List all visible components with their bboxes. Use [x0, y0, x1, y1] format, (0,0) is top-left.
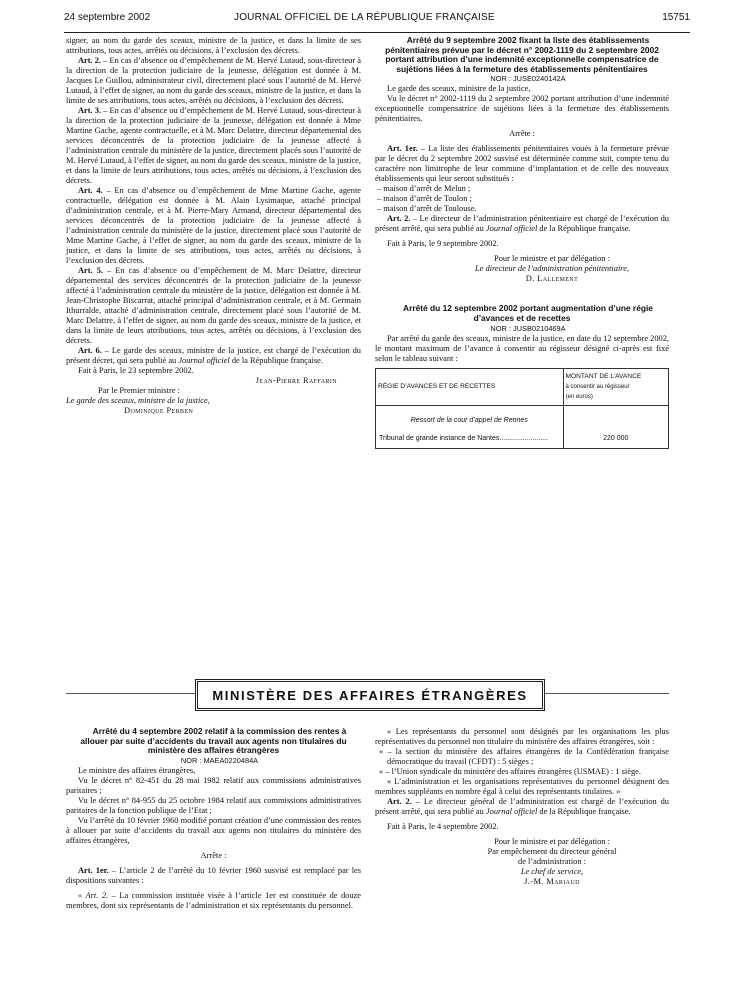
table-cell — [563, 405, 668, 430]
nor-1: NOR : JUSE0240142A — [490, 74, 566, 84]
header-line: (en euros) — [565, 393, 593, 400]
paragraph: « L’administration et les organisations représentatives du personnel désignent des membres suppléants en nombre égal à celui des représentants titulaires. » — [375, 777, 669, 796]
garde-name: Dominique Perben — [124, 406, 194, 415]
page-header — [64, 8, 690, 33]
decree-intro: signer, au nom du garde des sceaux, ministre de la justice, et dans la limite de ses attributions, tous actes, arrêtés ou décisions, à l’exclusion des décrets. — [66, 36, 361, 55]
article-1: Art. 1er. – La liste des établissements pénitentiaires voués à la fermeture prévue par le décret du 2 septembre 2002 susvisé est déterminée comme suit, compte tenu du caractère non limitrophe de leur commune d’implantation et de celle des nouveaux établissements qui leur seront substitués : — [375, 144, 669, 184]
paragraph: Le ministre des affaires étrangères, — [78, 765, 196, 775]
ministry-banner — [195, 679, 545, 711]
garde-title: Le garde des sceaux, ministre de la justice, — [66, 396, 210, 405]
chef-title: Le chef de service, — [520, 867, 584, 876]
director-title: Le directeur de l’administration pénitentiaire, — [474, 264, 630, 274]
paragraph: Vu le décret n° 84-955 du 25 octobre 1984 relatif aux commissions administratives paritaires de la fonction publique de l’Etat ; — [66, 795, 361, 815]
paragraph: Le garde des sceaux, ministre de la justice, — [387, 84, 531, 94]
par-premier-ministre: Par le Premier ministre : — [98, 386, 180, 395]
article-2: Art. 2. – Le directeur de l’administration pénitentiaire est chargé de l’exécution du présent arrêté, qui sera publié au Journal officiel de la République française. — [375, 214, 669, 234]
column-right-top — [375, 36, 669, 449]
signatory-name: Jean-Pierre Raffarin — [255, 376, 337, 385]
delegation: Par empêchement du directeur général — [487, 847, 617, 856]
nor-2: NOR : JUSB0210469A — [490, 323, 566, 333]
list-item: – maison d’arrêt de Toulouse. — [377, 204, 477, 214]
column-left-top — [66, 36, 361, 416]
fait-date: Fait à Paris, le 23 septembre 2002. — [78, 366, 194, 375]
fait-date: Fait à Paris, le 4 septembre 2002. — [387, 822, 499, 831]
header-title: JOURNAL OFFICIEL DE LA RÉPUBLIQUE FRANÇAISE — [234, 12, 495, 23]
arrete-title-3: Arrêté du 4 septembre 2002 relatif à la commission des rentes à allouer par suite d’accidents du travail aux agents non titulaires du ministère des affaires étrangères — [80, 726, 347, 756]
paragraph: Vu l’arrêté du 10 février 1960 modifié portant création d’une commission des rentes à allouer par suite d’accidents du travail aux agents non titulaires du ministère des affaires étrangères, — [66, 815, 361, 845]
table-cell-amount: 220 000 — [563, 430, 668, 449]
article-2: Art. 2. – En cas d’absence ou d’empêchement de M. Hervé Lutaud, sous-directeur à la direction de la protection judiciaire de la jeunesse, délégation est donnée à M. Jacques Le Guillou, administrateur civil, directement placé sous l’autorité de M. Hervé Lutaud, à l’effet de signer, au nom du garde des sceaux, ministre de la justice, et dans la limite de ses attributions, tous actes, arrêtés ou décisions, à l’exclusion des décrets. — [66, 56, 361, 105]
delegation: de l’administration : — [518, 857, 586, 866]
nor-3: NOR : MAEA0220484A — [180, 755, 259, 765]
column-right-bottom — [375, 727, 669, 887]
arrete-title-2: Arrêté du 12 septembre 2002 portant augmentation d’une régie d’avances et de recettes — [403, 303, 653, 323]
list-item: « – l’Union syndicale du ministère des affaires étrangères (USMAE) : 1 siège. — [379, 767, 641, 776]
paragraph: « Les représentants du personnel sont désignés par les organisations les plus représentatives du personnel non titulaire du ministère des affaires étrangères, soit : — [375, 727, 669, 746]
arrete-label: Arrête : — [200, 850, 227, 860]
article-3: Art. 3. – En cas d’absence ou d’empêchement de M. Hervé Lutaud, sous-directeur à la direction de la protection judiciaire de la jeunesse, délégation est donnée à Mme Martine Gache, agente contractuelle, et à M. Marc Delattre, directeur départemental des services déconcentrés de la protection judiciaire de la jeunesse affecté à l’administration centrale du ministère de la justice, directement placés sous l’autorité de M. Hervé Lutaud, à l’effet de signer, au nom du garde des sceaux, ministre de la justice, et dans la limite de leurs attributions, tous actes, arrêtés ou décisions, à l’exclusion des décrets. — [66, 106, 361, 185]
article-2: Art. 2. – Le directeur général de l’administration est chargé de l’exécution du présent arrêté, qui sera publié au Journal officiel de la République française. — [375, 797, 669, 816]
header-line: MONTANT DE L’AVANCE — [565, 372, 642, 380]
list-item: – maison d’arrêt de Toulon ; — [377, 194, 472, 204]
article-5: Art. 5. – En cas d’absence ou d’empêchement de M. Marc Delattre, directeur départemental des services déconcentrés de la protection judiciaire de la jeunesse affecté à l’administration centrale du ministère de la justice, délégation est donnée à M. Jean-Christophe Biscarrat, attaché principal d’administration centrale, et à M. Germain Ithurralde, attaché d’administration centrale, directement placé sous l’autorité de M. Marc Delattre, à l’effet de signer, au nom du garde des sceaux, ministre de la justice, et dans la limite de leurs attributions, tous actes, arrêtés ou décisions, à l’exclusion des décrets. — [66, 266, 361, 345]
list-item: – maison d’arrêt de Melun ; — [377, 184, 471, 194]
header-date: 24 septembre 2002 — [64, 12, 151, 23]
article-2-quote: « Art. 2. – La commission instituée visée à l’article 1er est constituée de douze membres, dont six représentants de l’administration et six représentants du personnel. — [66, 890, 361, 910]
list-item: « – la section du ministère des affaires étrangères de la Confédération française démocratique du travail (CFDT) : 5 sièges ; — [379, 747, 669, 766]
arrete-label: Arrête : — [509, 129, 535, 139]
paragraph: Par arrêté du garde des sceaux, ministre de la justice, en date du 12 septembre 2002, le montant maximum de l’avance à consentir au régisseur désigné ci-après est fixé selon le tableau suivant : — [375, 333, 669, 363]
delegation: Pour le ministre et par délégation : — [494, 837, 610, 846]
table-header-regie: RÉGIE D’AVANCES ET DE RECETTES — [376, 368, 564, 405]
delegation: Pour le ministre et par délégation : — [494, 254, 610, 264]
header-line: à consentir au régisseur — [565, 383, 630, 390]
ministry-title: MINISTÈRE DES AFFAIRES ÉTRANGÈRES — [212, 687, 528, 703]
arrete-title-1: Arrêté du 9 septembre 2002 fixant la liste des établissements pénitentiaires prévue par le décret n° 2002-1119 du 2 septembre 2002 portant attribution d’une indemnité exceptionnelle compensatrice de sujétions liées à la fermeture des établissements pénitentiaires — [385, 35, 659, 74]
regie-table — [375, 368, 669, 449]
director-name: D. Lallement — [525, 274, 579, 284]
article-6: Art. 6. – Le garde des sceaux, ministre de la justice, est chargé de l’exécution du présent décret, qui sera publié au Journal officiel de la République française. — [66, 346, 361, 365]
article-1: Art. 1er. – L’article 2 de l’arrêté du 10 février 1960 susvisé est remplacé par les dispositions suivantes : — [66, 865, 362, 885]
table-cell: Ressort de la cour d’appel de Rennes — [376, 405, 564, 430]
chef-name: J.-M. Mariaud — [524, 877, 580, 886]
table-cell: Tribunal de grande instance de Nantes......................... — [376, 430, 564, 449]
column-left-bottom — [66, 727, 361, 911]
fait-date: Fait à Paris, le 9 septembre 2002. — [387, 239, 499, 249]
paragraph: Vu le décret n° 2002-1119 du 2 septembre 2002 portant attribution d’une indemnité exceptionnelle compensatrice de sujétions liées à la fermeture des établissements pénitentiaires, — [375, 94, 669, 124]
header-page-number: 15751 — [662, 12, 690, 23]
article-4: Art. 4. – En cas d’absence ou d’empêchement de Mme Martine Gache, agente contractuelle, délégation est donnée à M. Alain Lysimaque, attaché principal d’administration centrale, et à M. Pierre-Mary Armand, directeur départemental des services déconcentrés de la protection judiciaire de la jeunesse affecté à l’administration centrale du ministère de la justice, directement placé sous l’autorité de Mme Martine Gache, à l’effet de signer, au nom du garde des sceaux, ministre de la justice, et dans la limite de ses attributions, tous actes, arrêtés ou décisions, à l’exclusion des décrets. — [66, 186, 362, 265]
table-header-montant — [563, 368, 668, 405]
paragraph: Vu le décret n° 82-451 du 28 mai 1982 relatif aux commissions administratives paritaires ; — [66, 775, 361, 795]
